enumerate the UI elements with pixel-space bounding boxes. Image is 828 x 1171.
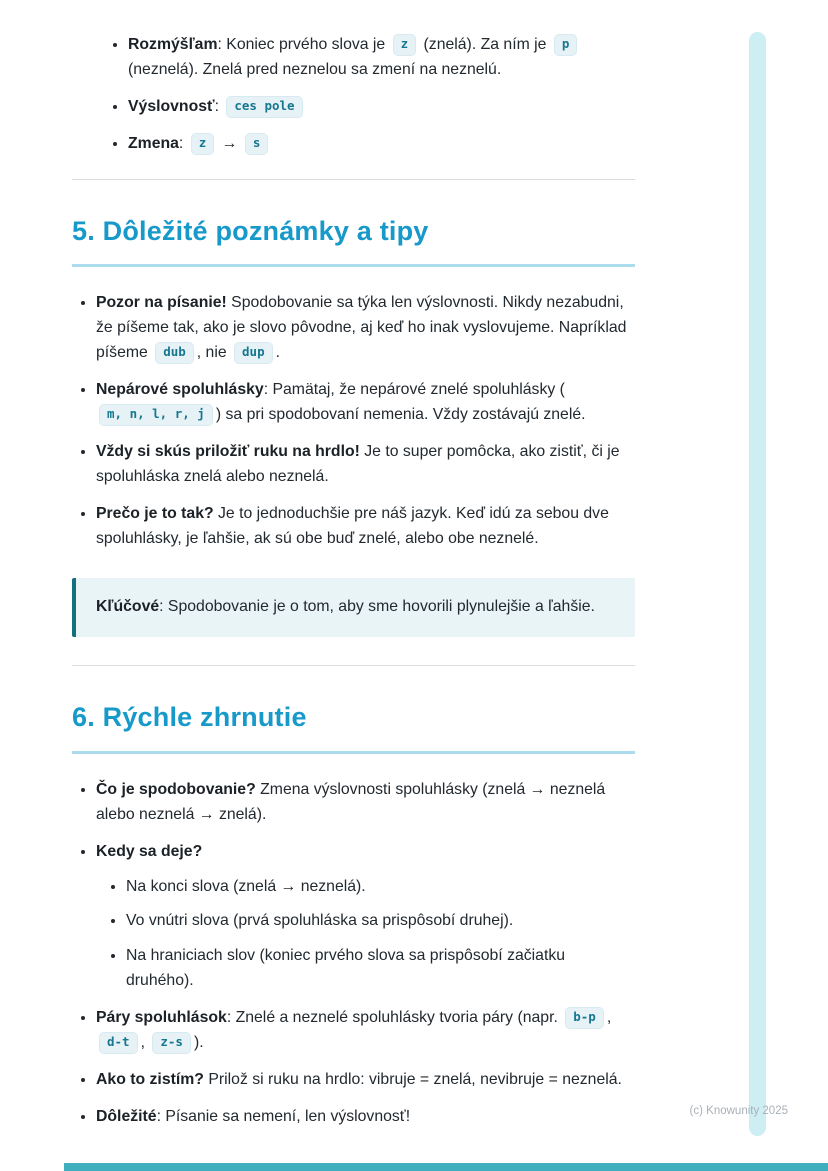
bold-text: Rozmýšľam	[128, 36, 218, 53]
list-item: • Zmena: z → s	[128, 132, 635, 157]
bold-text: Čo je spodobovanie?	[96, 780, 256, 798]
section6-heading: 6. Rýchle zhrnutie	[72, 696, 635, 754]
inline-code-badge: p	[554, 34, 578, 56]
inline-code-badge: ces pole	[226, 96, 302, 118]
bottom-accent-bar	[64, 1163, 828, 1171]
document-content	[72, 33, 635, 1142]
intro-list	[72, 33, 635, 157]
bold-text: Páry spoluhlások	[96, 1009, 227, 1027]
inline-code-badge: s	[245, 133, 269, 155]
bold-text: Výslovnosť	[128, 97, 215, 115]
section5-heading: 5. Dôležité poznámky a tipy	[72, 210, 635, 268]
bold-text: Vždy si skús priložiť ruku na hrdlo!	[96, 443, 360, 461]
list-item: • Dôležité: Písanie sa nemení, len výslovnosť!	[96, 1105, 635, 1130]
footer-credit: (c) Knowunity 2025	[689, 1105, 788, 1117]
list-item: • Nepárové spoluhlásky: Pamätaj, že nepárové znelé spoluhlásky (m, n, l, r, j ) sa pri spodobovaní nemenia. Vždy zostávajú znelé.	[96, 378, 635, 428]
list-item: • Páry spoluhlások: Znelé a neznelé spoluhlásky tvoria páry (napr. b-p , d-t , z-s ).	[96, 1006, 635, 1056]
bold-text: Zmena	[128, 134, 179, 152]
list-item: • Vždy si skús priložiť ruku na hrdlo! Je to super pomôcka, ako zistiť, či je spoluhláska znelá alebo neznelá.	[96, 440, 635, 490]
key-callout	[72, 578, 635, 637]
inline-code-badge: z	[191, 133, 215, 155]
inline-code-badge: dub	[155, 342, 194, 364]
sub-list-item: • Na hraniciach slov (koniec prvého slova sa prispôsobí začiatku druhého).	[126, 944, 635, 994]
list-item	[96, 840, 635, 995]
section6-list	[72, 778, 635, 1130]
sub-list-item: • Vo vnútri slova (prvá spoluhláska sa prispôsobí druhej).	[126, 909, 635, 934]
list-item: • Prečo je to tak? Je to jednoduchšie pre náš jazyk. Keď idú za sebou dve spoluhlásky, je ľahšie, ak sú obe buď znelé, alebo obe neznelé.	[96, 502, 635, 552]
bold-text: Kľúčové	[96, 598, 160, 616]
inline-code-badge: z-s	[152, 1032, 191, 1054]
sub-list-item: • Na konci slova (znelá → neznelá).	[126, 875, 635, 900]
bold-text: Nepárové spoluhlásky	[96, 381, 264, 399]
callout-text: Kľúčové: Spodobovanie je o tom, aby sme hovorili plynulejšie a ľahšie.	[96, 598, 595, 616]
list-item: • Rozmýšľam: Koniec prvého slova je z (znelá). Za ním je p (neznelá). Znelá pred neznelou sa zmení na neznelú.	[128, 33, 635, 83]
list-item: • Ako to zistím? Prilož si ruku na hrdlo: vibruje = znelá, nevibruje = neznelá.	[96, 1068, 635, 1093]
inline-code-badge: m, n, l, r, j	[99, 404, 213, 426]
scrollbar-track[interactable]	[749, 32, 766, 1136]
inline-code-badge: b-p	[565, 1007, 604, 1029]
inline-code-badge: z	[393, 34, 417, 56]
bold-text: Prečo je to tak?	[96, 505, 214, 523]
list-item: • Čo je spodobovanie? Zmena výslovnosti spoluhlásky (znelá → neznelá alebo neznelá → znelá).	[96, 778, 635, 828]
sub-list	[96, 875, 635, 995]
list-item: • Pozor na písanie! Spodobovanie sa týka len výslovnosti. Nikdy nezabudni, že píšeme tak, ako je slovo pôvodne, aj keď ho inak vyslovujeme. Napríklad píšeme dub , nie dup .	[96, 291, 635, 366]
section-divider	[72, 179, 635, 180]
bold-text: Ako to zistím?	[96, 1071, 204, 1089]
bold-text: Kedy sa deje?	[96, 842, 203, 860]
bold-text: Dôležité	[96, 1108, 157, 1126]
bold-text: Pozor na písanie!	[96, 294, 227, 312]
section-divider	[72, 665, 635, 666]
inline-code-badge: dup	[234, 342, 273, 364]
list-item: • Výslovnosť: ces pole	[128, 95, 635, 120]
section5-list	[72, 291, 635, 552]
inline-code-badge: d-t	[99, 1032, 138, 1054]
